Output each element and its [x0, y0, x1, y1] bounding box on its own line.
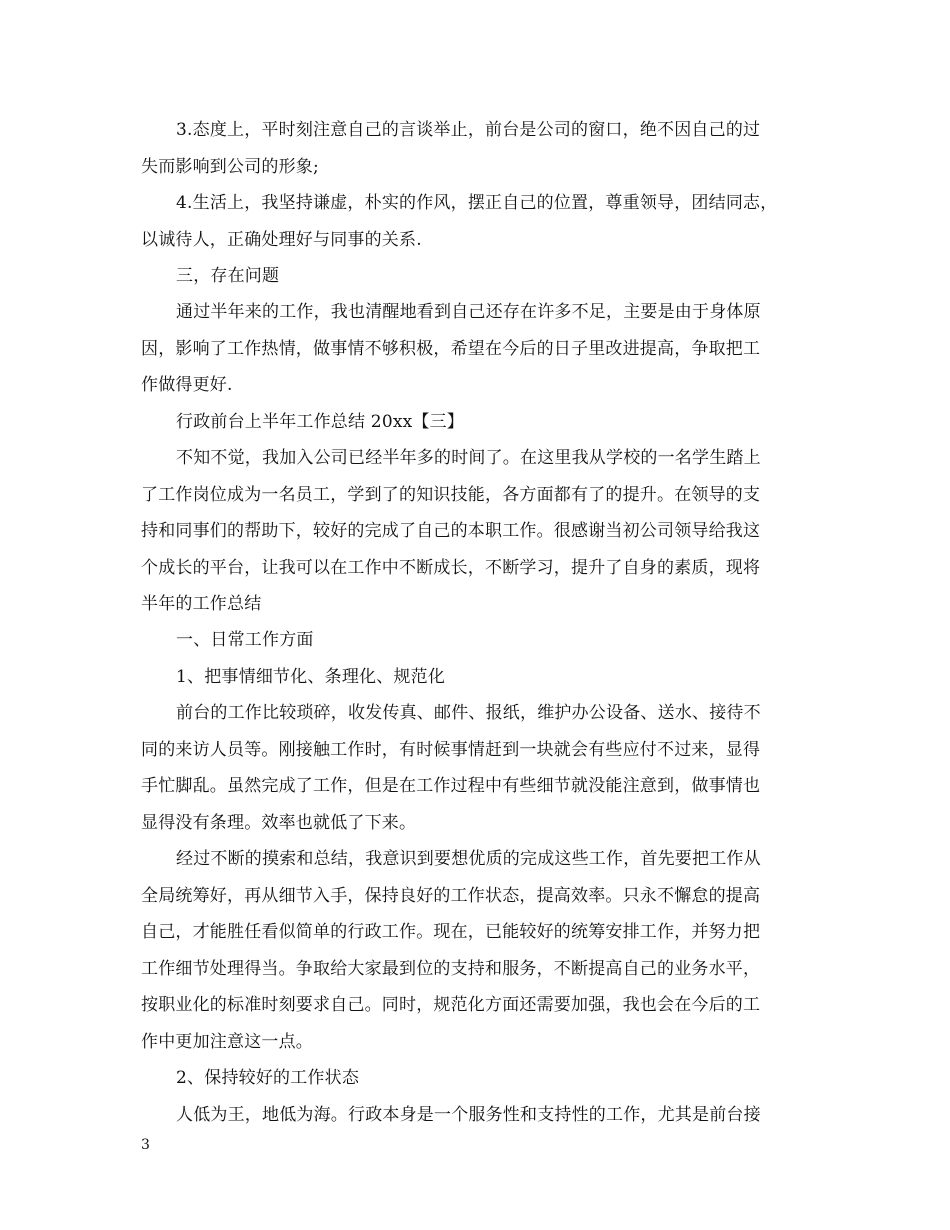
text-line: 持和同事们的帮助下，较好的完成了自己的本职工作。很感谢当初公司领导给我这 [141, 521, 761, 541]
page-number: 3 [141, 1137, 150, 1153]
text-line: 显得没有条理。效率也就低了下来。 [141, 813, 417, 833]
text-line: 通过半年来的工作，我也清醒地看到自己还存在许多不足，主要是由于身体原 [176, 302, 761, 322]
text-line: 全局统筹好，再从细节入手，保持良好的工作状态，提高效率。只永不懈怠的提高 [141, 886, 761, 906]
text-line: 因，影响了工作热情，做事情不够积极，希望在今后的日子里改进提高，争取把工 [141, 339, 761, 359]
text-line: 了工作岗位成为一名员工，学到了的知识技能，各方面都有了的提升。在领导的支 [141, 485, 761, 505]
text-line: 4.生活上，我坚持谦虚，朴实的作风，摆正自己的位置，尊重领导，团结同志， [176, 193, 778, 213]
text-line: 以诚待人，正确处理好与同事的关系. [141, 230, 422, 250]
section-heading: 三，存在问题 [176, 266, 280, 286]
text-line: 失而影响到公司的形象; [141, 157, 319, 177]
text-line: 工作细节处理得当。争取给大家最到位的支持和服务，不断提高自己的业务水平， [141, 959, 761, 979]
text-line: 个成长的平台，让我可以在工作中不断成长，不断学习，提升了自身的素质，现将 [141, 558, 761, 578]
text-line: 作中更加注意这一点。 [141, 1032, 313, 1052]
subsection-heading: 1、把事情细节化、条理化、规范化 [176, 667, 446, 687]
text-line: 不知不觉，我加入公司已经半年多的时间了。在这里我从学校的一名学生踏上 [176, 448, 761, 468]
document-subtitle: 行政前台上半年工作总结 20xx【三】 [176, 412, 465, 432]
text-line: 作做得更好. [141, 375, 233, 395]
text-line: 3.态度上，平时刻注意自己的言谈举止，前台是公司的窗口，绝不因自己的过 [176, 120, 761, 140]
text-line: 人低为王，地低为海。行政本身是一个服务性和支持性的工作，尤其是前台接 [176, 1105, 761, 1125]
text-line: 经过不断的摸索和总结，我意识到要想优质的完成这些工作，首先要把工作从 [176, 849, 761, 869]
text-line: 半年的工作总结 [141, 594, 262, 614]
text-line: 手忙脚乱。虽然完成了工作，但是在工作过程中有些细节就没能注意到，做事情也 [141, 776, 761, 796]
text-line: 按职业化的标准时刻要求自己。同时，规范化方面还需要加强，我也会在今后的工 [141, 995, 761, 1015]
section-heading: 一、日常工作方面 [176, 630, 314, 650]
text-line: 前台的工作比较琐碎，收发传真、邮件、报纸，维护办公设备、送水、接待不 [176, 703, 761, 723]
text-line: 同的来访人员等。刚接触工作时，有时候事情赶到一块就会有些应付不过来，显得 [141, 740, 761, 760]
subsection-heading: 2、保持较好的工作状态 [176, 1068, 360, 1088]
text-line: 自己，才能胜任看似简单的行政工作。现在，已能较好的统筹安排工作，并努力把 [141, 922, 761, 942]
